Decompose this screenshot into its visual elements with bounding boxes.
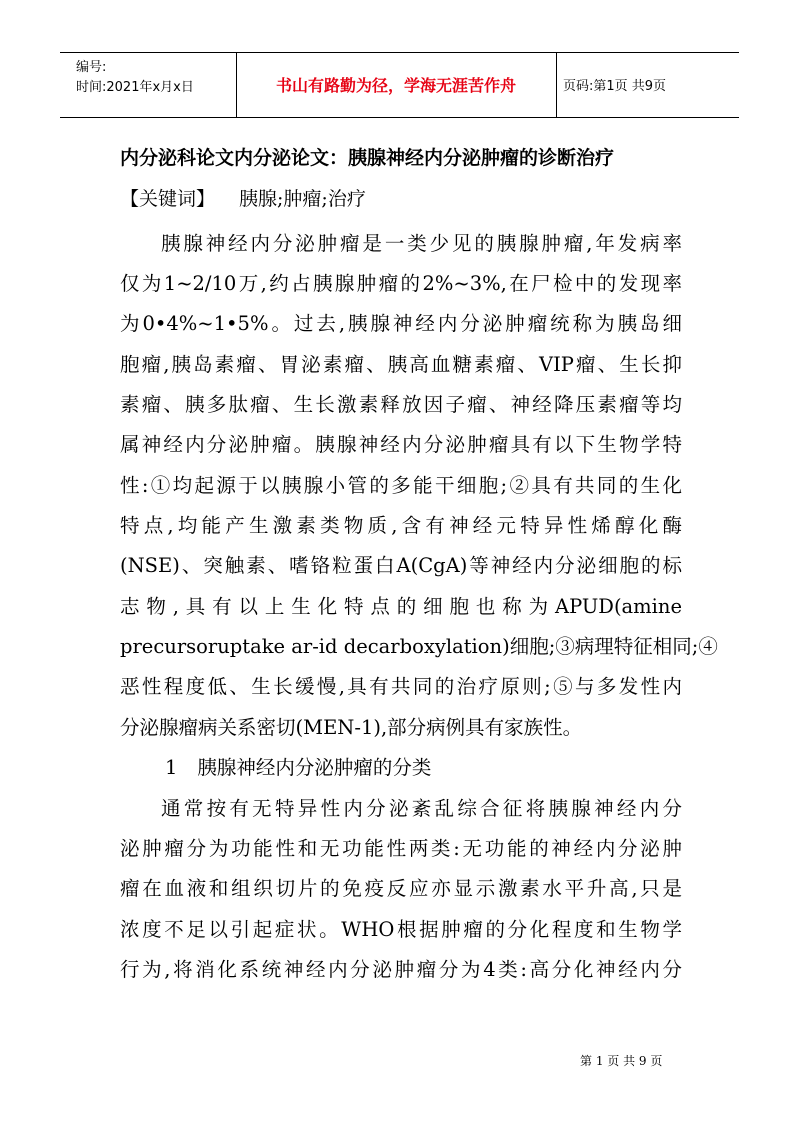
paragraph-line: 素瘤、胰多肽瘤、生长激素释放因子瘤、神经降压素瘤等均 [120,393,682,416]
paragraph-line: 胞瘤,胰岛素瘤、胃泌素瘤、胰高血糖素瘤、VIP瘤、生长抑 [120,353,682,376]
paragraph-line: 行为,将消化系统神经内分泌肿瘤分为4类:高分化神经内分 [120,958,682,981]
header-motto: 书山有路勤为径，学海无涯苦作舟 [275,76,516,95]
keywords-value: 胰腺;肿瘤;治疗 [239,188,366,210]
paragraph-line: 志物,具有以上生化特点的细胞也称为APUD(amine [120,595,682,618]
section-number: 1 [165,756,178,779]
document-id-label: 编号: [76,60,107,75]
paragraph-line: 为0•4%~1•5%。过去,胰腺神经内分泌肿瘤统称为胰岛细 [120,312,682,335]
paragraph-line: (NSE)、突触素、嗜铬粒蛋白A(CgA)等神经内分泌细胞的标 [120,554,682,577]
header-page-info: 页码:第1页 共9页 [563,79,667,94]
paragraph-line: 浓度不足以引起症状。WHO根据肿瘤的分化程度和生物学 [120,918,682,941]
keywords-label: 【关键词】 [120,188,216,210]
paragraph-line: 性:①均起源于以胰腺小管的多能干细胞;②具有共同的生化 [120,474,682,497]
paragraph-line: precursoruptake ar-id decarboxylation)细胞;③病理特征相同;④ [120,635,718,658]
section-heading [165,753,431,783]
paragraph-line: 瘤在血液和组织切片的免疫反应亦显示激素水平升高,只是 [120,877,682,900]
header-bottom-rule [60,117,739,118]
paragraph-line: 恶性程度低、生长缓慢,具有共同的治疗原则;⑤与多发性内 [120,675,682,698]
page-title: 内分泌科论文内分泌论文：胰腺神经内分泌肿瘤的诊断治疗 [120,147,615,169]
section-title: 胰腺神经内分泌肿瘤的分类 [197,756,432,779]
keywords-line [120,184,366,214]
paragraph-line: 仅为1~2/10万,约占胰腺肿瘤的2%~3%,在尸检中的发现率 [120,272,682,295]
paragraph-line: 胰腺神经内分泌肿瘤是一类少见的胰腺肿瘤,年发病率 [161,232,682,255]
paragraph-line: 属神经内分泌肿瘤。胰腺神经内分泌肿瘤具有以下生物学特 [120,433,682,456]
paragraph-line: 特点,均能产生激素类物质,含有神经元特异性烯醇化酶 [120,514,682,537]
page-footer: 第 1 页 共 9 页 [580,1054,663,1068]
paragraph-line: 分泌腺瘤病关系密切(MEN-1),部分病例具有家族性。 [120,716,583,739]
document-time: 时间:2021年x月x日 [76,80,194,95]
paragraph-line: 泌肿瘤分为功能性和无功能性两类:无功能的神经内分泌肿 [120,837,682,860]
paragraph-line: 通常按有无特异性内分泌紊乱综合征将胰腺神经内分 [161,797,682,820]
header-meta [76,58,194,98]
